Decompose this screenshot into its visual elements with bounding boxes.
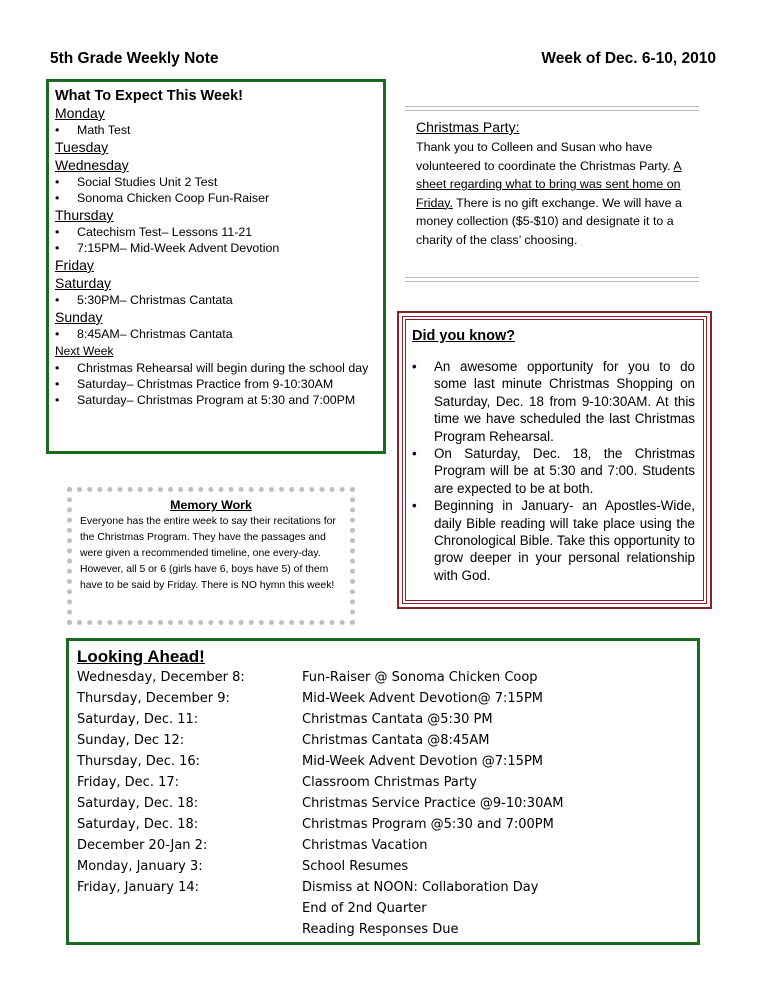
schedule-row [77,667,689,688]
schedule-event: Christmas Cantata @8:45AM [302,733,490,748]
list-item: • Social Studies Unit 2 Test [55,174,375,190]
list-item: • An awesome opportunity for you to do some last minute Christmas Shopping on Saturday, Dec. 18 from 9-10:30AM. At this time we have scheduled the last Christmas Program Rehearsal. [412,358,695,445]
next-week-heading: Next Week [55,344,114,358]
party-text-underlined: A sheet regarding what to bring was sent home on Friday. [416,158,682,210]
schedule-row [77,793,689,814]
thursday-list [55,224,375,256]
did-you-know-title: Did you know? [412,328,516,344]
christmas-party-section [416,118,696,249]
party-divider-bottom [405,277,699,282]
list-item: • Catechism Test– Lessons 11-21 [55,224,375,240]
schedule-row [77,919,689,940]
schedule-row [77,772,689,793]
schedule-date: Thursday, Dec. 16: [77,754,201,769]
schedule-event: School Resumes [302,859,409,874]
memory-work-body: Everyone has the entire week to say their recitations for the Christmas Program. They have the passages and were given a recommended timeline, one every-day. However, all 5 or 6 (girls have 6, boys have 5) of them have to be said by Friday. There is NO hymn this week! [80,516,336,591]
wednesday-list [55,174,375,206]
list-item: • On Saturday, Dec. 18, the Christmas Program will be at 5:30 and 7:00. Students are expected to be at both. [412,445,695,497]
schedule-row [77,688,689,709]
list-item: • Christmas Rehearsal will begin during the school day [55,360,375,376]
day-sunday: Sunday [55,309,103,325]
did-you-know-box [397,311,712,609]
sunday-list [55,326,375,342]
schedule-row [77,877,689,898]
day-saturday: Saturday [55,275,112,291]
schedule-row [77,856,689,877]
schedule-row [77,898,689,919]
schedule-date: Wednesday, December 8: [77,670,245,685]
schedule-event: Fun-Raiser @ Sonoma Chicken Coop [302,670,538,685]
expect-title: What To Expect This Week! [55,88,243,104]
party-text-intro: Thank you to Colleen and Susan who have volunteered to coordinate the Christmas Party. [416,140,674,173]
looking-ahead-box [66,638,700,945]
schedule-date: Saturday, Dec. 18: [77,796,199,811]
schedule-event: Christmas Program @5:30 and 7:00PM [302,817,554,832]
party-title: Christmas Party: [416,119,520,135]
day-monday: Monday [55,105,105,121]
schedule-date: Friday, January 14: [77,880,200,895]
schedule-date: Sunday, Dec 12: [77,733,185,748]
schedule-event: Reading Responses Due [302,922,459,937]
next-week-list [55,360,375,408]
schedule-date: Thursday, December 9: [77,691,230,706]
schedule-event: Christmas Vacation [302,838,428,853]
schedule-event: Christmas Service Practice @9-10:30AM [302,796,564,811]
list-item: • 7:15PM– Mid-Week Advent Devotion [55,240,375,256]
party-divider-top [405,106,699,111]
list-item: • Beginning in January- an Apostles-Wide, daily Bible reading will take place using the Chronological Bible. Take this opportunity to grow deeper in your personal relationship with God. [412,497,695,584]
schedule-date: Saturday, Dec. 11: [77,712,199,727]
schedule-row [77,835,689,856]
schedule-row [77,751,689,772]
list-item: • Saturday– Christmas Practice from 9-10:30AM [55,376,375,392]
list-item: • Math Test [55,122,375,138]
schedule-event: Classroom Christmas Party [302,775,477,790]
list-item: • 5:30PM– Christmas Cantata [55,292,375,308]
schedule-date: Friday, Dec. 17: [77,775,180,790]
looking-ahead-list [77,667,689,940]
saturday-list [55,292,375,308]
schedule-date: Saturday, Dec. 18: [77,817,199,832]
expect-box [46,79,386,454]
party-text-rest: There is no gift exchange. We will have a money collection ($5-$10) and designate it to a charity of the class’ choosing. [416,195,682,247]
schedule-event: Mid-Week Advent Devotion @7:15PM [302,754,544,769]
monday-list [55,122,375,138]
list-item: • Sonoma Chicken Coop Fun-Raiser [55,190,375,206]
looking-ahead-title: Looking Ahead! [77,647,205,666]
schedule-event: Dismiss at NOON: Collaboration Day [302,880,539,895]
newsletter-title: 5th Grade Weekly Note [50,50,219,67]
did-you-know-list [412,358,695,584]
schedule-event: End of 2nd Quarter [302,901,427,916]
schedule-row [77,814,689,835]
list-item: • 8:45AM– Christmas Cantata [55,326,375,342]
schedule-row [77,730,689,751]
week-date: Week of Dec. 6-10, 2010 [541,50,716,67]
memory-work-box [67,487,355,625]
party-text [416,138,696,249]
day-tuesday: Tuesday [55,139,109,155]
schedule-date: December 20-Jan 2: [77,838,208,853]
memory-work-title: Memory Work [170,498,252,512]
schedule-row [77,709,689,730]
day-wednesday: Wednesday [55,157,129,173]
day-thursday: Thursday [55,207,114,223]
schedule-event: Christmas Cantata @5:30 PM [302,712,493,727]
schedule-event: Mid-Week Advent Devotion@ 7:15PM [302,691,544,706]
list-item: • Saturday– Christmas Program at 5:30 and 7:00PM [55,392,375,408]
day-friday: Friday [55,257,94,273]
schedule-date: Monday, January 3: [77,859,203,874]
